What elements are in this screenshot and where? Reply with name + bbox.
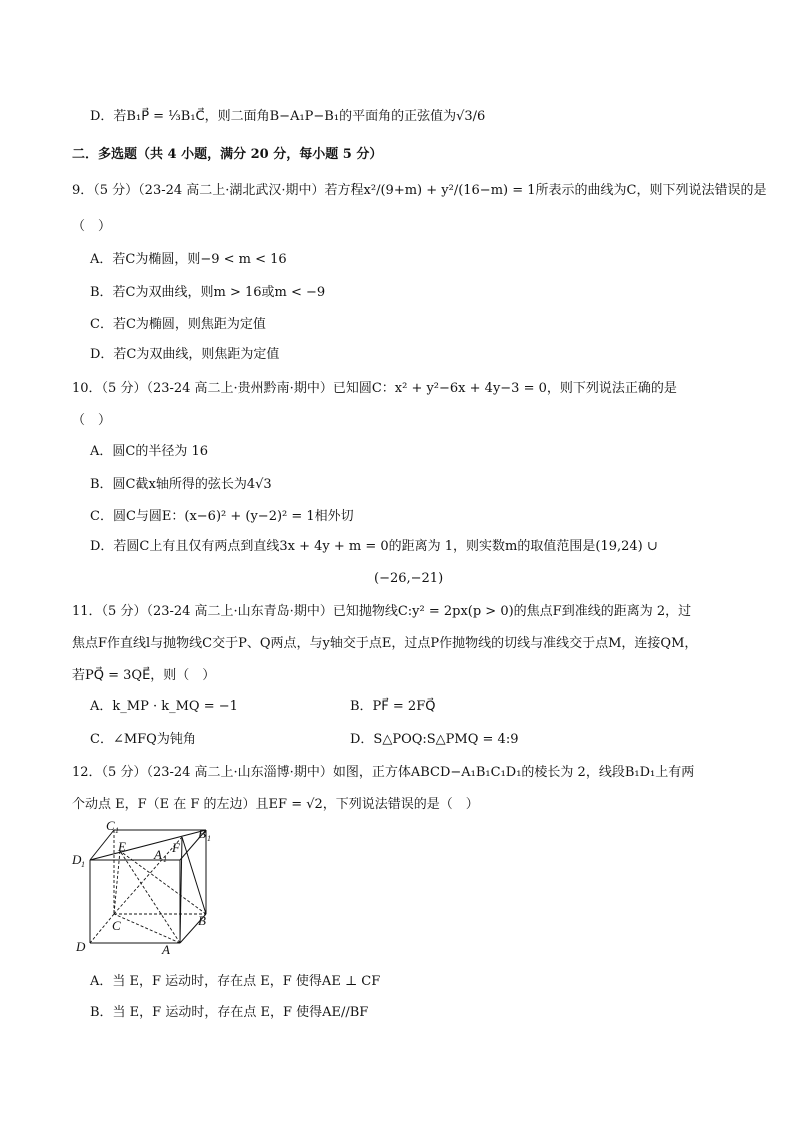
q12-option-b: B．当 E，F 运动时，存在点 E，F 使得AE//BF [90, 1005, 369, 1020]
q9-option-b: B．若C为双曲线，则m > 16或m < −9 [90, 285, 326, 300]
q12-stem-line2: 个动点 E，F（E 在 F 的左边）且EF = √2，下列说法错误的是（ ） [72, 797, 479, 812]
q9-option-a: A．若C为椭圆，则−9 < m < 16 [90, 252, 287, 267]
q10-option-a: A．圆C的半径为 16 [90, 444, 209, 459]
section-heading: 二．多选题（共 4 小题，满分 20 分，每小题 5 分） [72, 147, 383, 162]
q10-option-d-continued: (−26,−21) [374, 571, 444, 586]
label-c1: C [106, 818, 115, 833]
q12-stem-line1: 12．（5 分）（23-24 高二上·山东淄博·期中）如图，正方体ABCD−A₁B₁C₁D₁的棱长为 2，线段B₁D₁上有两 [72, 765, 695, 780]
q9-paren: （ ） [72, 219, 112, 234]
label-d1: D [72, 852, 82, 867]
q9-stem: 9．（5 分）（23-24 高二上·湖北武汉·期中）若方程x²/(9+m) + y²/(16−m) = 1所表示的曲线为C，则下列说法错误的是 [72, 183, 767, 198]
label-d1-sub: 1 [81, 860, 85, 869]
q11-option-a: A．k_MP · k_MQ = −1 [90, 699, 238, 714]
q10-option-d: D．若圆C上有且仅有两点到直线3x + 4y + m = 0的距离为 1，则实数m的取值范围是(19,24) ∪ [90, 539, 658, 554]
q9-option-d: D．若C为双曲线，则焦距为定值 [90, 347, 280, 362]
label-e: E [118, 839, 126, 854]
label-b1-sub: 1 [207, 834, 211, 843]
label-c: C [112, 918, 121, 933]
label-d: D [76, 939, 86, 954]
edge-c-d [90, 914, 114, 943]
label-b1: B [198, 826, 206, 841]
cube-figure [70, 818, 230, 958]
q11-stem-line2: 焦点F作直线l与抛物线C交于P、Q两点，与y轴交于点E，过点P作抛物线的切线与准线交于点M，连接QM， [72, 636, 698, 651]
q10-paren: （ ） [72, 413, 112, 428]
q12-option-a: A．当 E，F 运动时，存在点 E，F 使得AE ⊥ CF [90, 974, 381, 989]
q11-option-c: C．∠MFQ为钝角 [90, 732, 196, 747]
label-a1: A [154, 847, 162, 862]
label-f: F [172, 840, 180, 855]
q10-option-b: B．圆C截x轴所得的弦长为4√3 [90, 477, 272, 492]
q9-option-c: C．若C为椭圆，则焦距为定值 [90, 317, 266, 332]
label-a: A [162, 942, 170, 957]
edge-c1-d1 [90, 830, 114, 860]
label-a1-sub: 1 [163, 855, 167, 864]
segment-f-b [182, 837, 206, 914]
q11-option-b: B．PF⃗ = 2FQ⃗ [350, 699, 436, 714]
q11-stem-line1: 11．（5 分）（23-24 高二上·山东青岛·期中）已知抛物线C:y² = 2px(p > 0)的焦点F到准线的距离为 2，过 [72, 604, 692, 619]
label-b: B [198, 913, 206, 928]
q11-option-d: D．S△POQ:S△PMQ = 4:9 [350, 732, 519, 747]
label-c1-sub: 1 [115, 826, 119, 835]
q8-option-d: D．若B₁P⃗ = ⅓B₁C⃗，则二面角B−A₁P−B₁的平面角的正弦值为√3/6 [90, 109, 486, 124]
q10-option-c: C．圆C与圆E：(x−6)² + (y−2)² = 1相外切 [90, 509, 354, 524]
diagonal-b1-d1 [90, 830, 206, 860]
q11-stem-line3: 若PQ⃗ = 3QE⃗，则（ ） [72, 668, 216, 683]
q10-stem: 10．（5 分）（23-24 高二上·贵州黔南·期中）已知圆C：x² + y²−6x + 4y−3 = 0，则下列说法正确的是 [72, 381, 677, 396]
